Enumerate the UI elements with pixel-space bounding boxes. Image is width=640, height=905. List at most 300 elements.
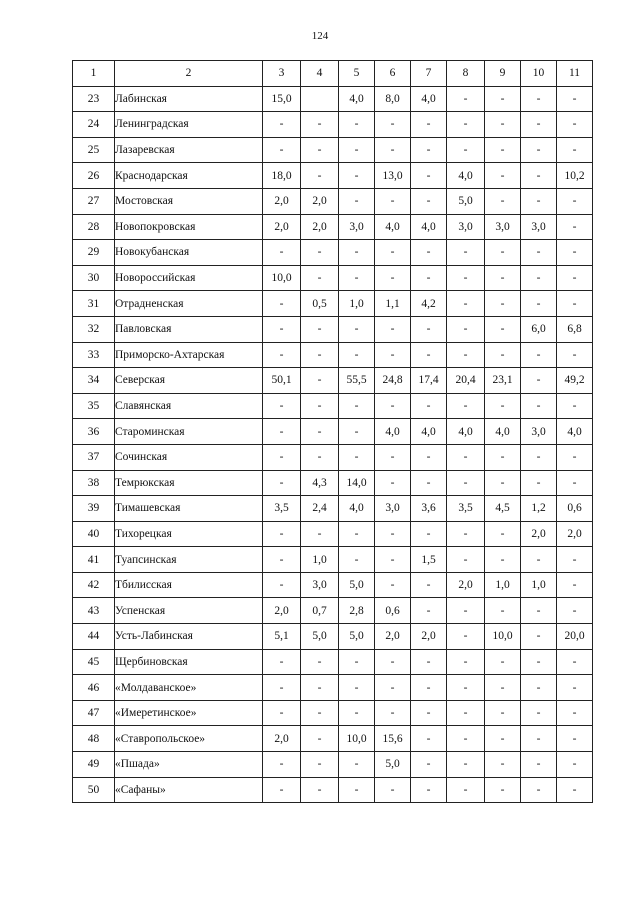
row-number: 26 — [73, 163, 115, 189]
table-cell: - — [375, 393, 411, 419]
row-name: Ленинградская — [115, 112, 263, 138]
table-cell: - — [557, 572, 593, 598]
table-row — [73, 649, 593, 675]
table-cell: - — [557, 726, 593, 752]
row-name: Темрюкская — [115, 470, 263, 496]
table-cell: 3,0 — [521, 214, 557, 240]
table-cell: - — [521, 444, 557, 470]
table-cell: - — [521, 240, 557, 266]
table-cell: - — [411, 752, 447, 778]
row-name: «Пшада» — [115, 752, 263, 778]
table-cell: - — [485, 700, 521, 726]
table-row — [73, 163, 593, 189]
table-cell: - — [521, 265, 557, 291]
table-cell: - — [521, 86, 557, 112]
table-cell: - — [521, 598, 557, 624]
table-cell: 18,0 — [263, 163, 301, 189]
table-cell: 2,0 — [557, 521, 593, 547]
table-cell: - — [447, 547, 485, 573]
table-cell: 2,0 — [263, 214, 301, 240]
table-cell: - — [447, 700, 485, 726]
table-cell: 3,0 — [447, 214, 485, 240]
table-cell: - — [485, 547, 521, 573]
table-cell: - — [339, 752, 375, 778]
table-row — [73, 675, 593, 701]
table-cell: - — [557, 777, 593, 803]
row-number: 37 — [73, 444, 115, 470]
table-row — [73, 470, 593, 496]
table-cell: - — [447, 444, 485, 470]
table-cell: 1,0 — [301, 547, 339, 573]
table-cell: - — [521, 342, 557, 368]
table-cell: - — [447, 752, 485, 778]
row-name: Новопокровская — [115, 214, 263, 240]
table-cell: 20,4 — [447, 368, 485, 394]
table-cell: 2,0 — [411, 624, 447, 650]
table-cell: - — [301, 368, 339, 394]
row-number: 38 — [73, 470, 115, 496]
row-name: Отрадненская — [115, 291, 263, 317]
table-cell: 1,5 — [411, 547, 447, 573]
table-cell: 5,0 — [301, 624, 339, 650]
table-cell: - — [375, 265, 411, 291]
row-name: Славянская — [115, 393, 263, 419]
table-cell: - — [339, 444, 375, 470]
table-cell: - — [557, 649, 593, 675]
table-cell: 5,0 — [447, 188, 485, 214]
table-cell: - — [485, 188, 521, 214]
table-cell: 3,6 — [411, 496, 447, 522]
table-cell: - — [339, 265, 375, 291]
table-cell: - — [263, 240, 301, 266]
table-cell: - — [447, 265, 485, 291]
table-cell: - — [557, 291, 593, 317]
table-cell: - — [521, 291, 557, 317]
table-cell: - — [485, 86, 521, 112]
table-cell: - — [375, 188, 411, 214]
table-cell: 3,5 — [263, 496, 301, 522]
table-cell: - — [557, 86, 593, 112]
table-cell: - — [263, 342, 301, 368]
table-cell: - — [411, 393, 447, 419]
row-number: 28 — [73, 214, 115, 240]
table-cell: 4,0 — [411, 419, 447, 445]
table-cell: - — [411, 521, 447, 547]
table-cell: 1,0 — [521, 572, 557, 598]
table-cell: - — [263, 572, 301, 598]
table-cell: - — [557, 700, 593, 726]
table-cell: - — [557, 393, 593, 419]
table-row — [73, 240, 593, 266]
row-name: Лазаревская — [115, 137, 263, 163]
table-cell: 4,0 — [411, 214, 447, 240]
table-cell: - — [339, 342, 375, 368]
table-cell: 3,0 — [301, 572, 339, 598]
table-cell: - — [521, 163, 557, 189]
table-cell: - — [301, 316, 339, 342]
table-cell: - — [447, 649, 485, 675]
table-cell: 2,0 — [301, 188, 339, 214]
row-number: 40 — [73, 521, 115, 547]
table-cell: - — [447, 342, 485, 368]
table-cell: - — [521, 700, 557, 726]
table-cell: - — [557, 598, 593, 624]
table-cell: - — [447, 521, 485, 547]
table-cell: - — [263, 419, 301, 445]
table-cell: 4,0 — [375, 214, 411, 240]
table-cell: 5,0 — [375, 752, 411, 778]
table-cell: - — [411, 240, 447, 266]
table-cell: 8,0 — [375, 86, 411, 112]
table-cell: 3,0 — [521, 419, 557, 445]
table-cell: - — [375, 137, 411, 163]
table-cell: - — [375, 547, 411, 573]
table-cell: 17,4 — [411, 368, 447, 394]
table-cell: - — [301, 521, 339, 547]
table-cell: - — [485, 777, 521, 803]
table-cell: - — [447, 675, 485, 701]
table-row — [73, 624, 593, 650]
table-cell: 4,0 — [447, 163, 485, 189]
column-header: 3 — [263, 61, 301, 87]
table-row — [73, 291, 593, 317]
table-cell: - — [485, 598, 521, 624]
table-cell: 24,8 — [375, 368, 411, 394]
row-name: Лабинская — [115, 86, 263, 112]
table-cell: - — [521, 368, 557, 394]
row-number: 44 — [73, 624, 115, 650]
table-cell: 10,0 — [263, 265, 301, 291]
table-cell: - — [411, 726, 447, 752]
table-cell: - — [411, 649, 447, 675]
table-cell: - — [375, 777, 411, 803]
row-number: 27 — [73, 188, 115, 214]
table-cell: 4,0 — [339, 496, 375, 522]
table-cell: 15,6 — [375, 726, 411, 752]
table-row — [73, 547, 593, 573]
table-cell: 10,2 — [557, 163, 593, 189]
table-cell: 5,0 — [339, 624, 375, 650]
table-cell: - — [411, 163, 447, 189]
table-cell: 3,0 — [339, 214, 375, 240]
column-header: 10 — [521, 61, 557, 87]
table-cell — [301, 86, 339, 112]
table-cell: - — [557, 188, 593, 214]
table-cell: - — [521, 624, 557, 650]
table-cell: - — [375, 700, 411, 726]
row-number: 36 — [73, 419, 115, 445]
table-cell: - — [447, 86, 485, 112]
column-header: 11 — [557, 61, 593, 87]
table-cell: - — [557, 470, 593, 496]
table-cell: 14,0 — [339, 470, 375, 496]
table-cell: - — [375, 572, 411, 598]
table-row — [73, 316, 593, 342]
table-cell: - — [339, 137, 375, 163]
table-cell: - — [521, 188, 557, 214]
row-name: Тимашевская — [115, 496, 263, 522]
table-row — [73, 521, 593, 547]
table-cell: - — [485, 675, 521, 701]
row-name: Павловская — [115, 316, 263, 342]
row-name: «Молдаванское» — [115, 675, 263, 701]
table-cell: - — [557, 752, 593, 778]
table-cell: - — [557, 240, 593, 266]
table-cell: - — [485, 521, 521, 547]
table-row — [73, 86, 593, 112]
table-cell: - — [263, 521, 301, 547]
table-cell: 1,1 — [375, 291, 411, 317]
table-cell: - — [375, 444, 411, 470]
table-cell: 3,0 — [485, 214, 521, 240]
table-cell: - — [263, 137, 301, 163]
table-cell: - — [301, 419, 339, 445]
table-cell: - — [447, 393, 485, 419]
table-cell: - — [447, 137, 485, 163]
table-cell: - — [521, 649, 557, 675]
table-cell: - — [263, 393, 301, 419]
row-name: «Имеретинское» — [115, 700, 263, 726]
table-cell: - — [521, 112, 557, 138]
table-cell: - — [557, 214, 593, 240]
table-cell: - — [301, 777, 339, 803]
table-cell: - — [485, 112, 521, 138]
column-header: 5 — [339, 61, 375, 87]
table-cell: 3,0 — [375, 496, 411, 522]
table-cell: 49,2 — [557, 368, 593, 394]
table-cell: - — [301, 675, 339, 701]
row-name: Туапсинская — [115, 547, 263, 573]
table-cell: 4,0 — [375, 419, 411, 445]
table-cell: 0,5 — [301, 291, 339, 317]
table-cell: - — [339, 188, 375, 214]
table-cell: - — [485, 316, 521, 342]
table-cell: - — [557, 112, 593, 138]
row-number: 47 — [73, 700, 115, 726]
table-cell: - — [375, 240, 411, 266]
column-header: 8 — [447, 61, 485, 87]
row-name: Новокубанская — [115, 240, 263, 266]
table-cell: 0,6 — [557, 496, 593, 522]
table-row — [73, 342, 593, 368]
row-name: Староминская — [115, 419, 263, 445]
table-cell: - — [411, 470, 447, 496]
table-cell: - — [521, 752, 557, 778]
table-cell: - — [521, 726, 557, 752]
table-cell: - — [411, 342, 447, 368]
table-cell: - — [263, 316, 301, 342]
table-cell: 20,0 — [557, 624, 593, 650]
table-cell: - — [301, 726, 339, 752]
table-cell: - — [263, 547, 301, 573]
table-cell: - — [263, 112, 301, 138]
table-cell: 2,0 — [263, 188, 301, 214]
table-cell: - — [485, 752, 521, 778]
table-cell: 4,3 — [301, 470, 339, 496]
table-row — [73, 368, 593, 394]
row-name: Северская — [115, 368, 263, 394]
table-cell: - — [557, 675, 593, 701]
table-row — [73, 265, 593, 291]
row-name: Мостовская — [115, 188, 263, 214]
row-number: 50 — [73, 777, 115, 803]
table-cell: - — [447, 726, 485, 752]
table-cell: - — [411, 316, 447, 342]
table-cell: - — [411, 265, 447, 291]
table-cell: - — [521, 393, 557, 419]
row-name: Успенская — [115, 598, 263, 624]
table-cell: - — [485, 444, 521, 470]
table-cell: 3,5 — [447, 496, 485, 522]
table-row — [73, 726, 593, 752]
table-cell: 2,8 — [339, 598, 375, 624]
table-cell: - — [447, 112, 485, 138]
table-cell: 1,0 — [339, 291, 375, 317]
table-cell: - — [521, 777, 557, 803]
table-cell: - — [301, 700, 339, 726]
table-cell: - — [339, 393, 375, 419]
table-cell: - — [485, 726, 521, 752]
table-cell: 2,0 — [375, 624, 411, 650]
table-cell: - — [375, 470, 411, 496]
table-cell: - — [375, 342, 411, 368]
table-cell: 10,0 — [485, 624, 521, 650]
table-cell: - — [447, 316, 485, 342]
table-row — [73, 572, 593, 598]
row-name: Краснодарская — [115, 163, 263, 189]
table-cell: - — [375, 316, 411, 342]
table-cell: 5,0 — [339, 572, 375, 598]
table-cell: 4,5 — [485, 496, 521, 522]
table-cell: - — [521, 470, 557, 496]
table-cell: - — [521, 137, 557, 163]
table-cell: 0,6 — [375, 598, 411, 624]
table-cell: 2,0 — [301, 214, 339, 240]
table-row — [73, 188, 593, 214]
table-cell: - — [301, 649, 339, 675]
row-number: 48 — [73, 726, 115, 752]
table-cell: - — [339, 777, 375, 803]
table-cell: - — [263, 649, 301, 675]
table-cell: - — [339, 316, 375, 342]
table-cell: - — [411, 137, 447, 163]
table-cell: - — [485, 649, 521, 675]
table-row — [73, 112, 593, 138]
column-header: 7 — [411, 61, 447, 87]
column-header: 9 — [485, 61, 521, 87]
table-cell: - — [263, 700, 301, 726]
table-cell: 4,0 — [447, 419, 485, 445]
table-cell: - — [301, 752, 339, 778]
row-number: 39 — [73, 496, 115, 522]
table-cell: - — [375, 675, 411, 701]
table-cell: - — [301, 265, 339, 291]
row-name: Усть-Лабинская — [115, 624, 263, 650]
table-cell: 6,8 — [557, 316, 593, 342]
table-cell: - — [485, 240, 521, 266]
row-number: 42 — [73, 572, 115, 598]
row-number: 33 — [73, 342, 115, 368]
table-cell: - — [447, 624, 485, 650]
column-header: 4 — [301, 61, 339, 87]
table-cell: - — [301, 393, 339, 419]
table-header-row — [73, 61, 593, 87]
table-cell: - — [411, 112, 447, 138]
table-cell: 2,0 — [447, 572, 485, 598]
table-cell: - — [485, 342, 521, 368]
column-header: 2 — [115, 61, 263, 87]
table-cell: - — [447, 598, 485, 624]
table-cell: - — [447, 470, 485, 496]
table-cell: - — [411, 777, 447, 803]
table-cell: - — [375, 649, 411, 675]
row-name: «Сафаны» — [115, 777, 263, 803]
table-body — [73, 61, 593, 803]
table-row — [73, 214, 593, 240]
table-cell: - — [263, 752, 301, 778]
table-row — [73, 496, 593, 522]
table-cell: - — [411, 700, 447, 726]
table-cell: - — [339, 163, 375, 189]
table-cell: - — [301, 444, 339, 470]
table-cell: - — [411, 444, 447, 470]
table-cell: - — [411, 188, 447, 214]
table-cell: 2,4 — [301, 496, 339, 522]
data-table — [72, 60, 593, 803]
table-cell: 1,0 — [485, 572, 521, 598]
column-header: 6 — [375, 61, 411, 87]
table-cell: - — [339, 700, 375, 726]
table-cell: - — [485, 291, 521, 317]
table-cell: - — [521, 547, 557, 573]
row-number: 30 — [73, 265, 115, 291]
table-cell: - — [485, 265, 521, 291]
table-cell: - — [485, 393, 521, 419]
table-cell: - — [557, 547, 593, 573]
row-name: Тбилисская — [115, 572, 263, 598]
table-cell: - — [339, 547, 375, 573]
table-cell: - — [263, 675, 301, 701]
table-cell: - — [411, 675, 447, 701]
table-cell: - — [485, 137, 521, 163]
row-number: 41 — [73, 547, 115, 573]
table-row — [73, 777, 593, 803]
table-cell: - — [521, 675, 557, 701]
row-number: 35 — [73, 393, 115, 419]
table-cell: - — [375, 521, 411, 547]
table-cell: - — [263, 777, 301, 803]
table-row — [73, 598, 593, 624]
table-cell: 1,2 — [521, 496, 557, 522]
table-cell: 13,0 — [375, 163, 411, 189]
row-number: 45 — [73, 649, 115, 675]
row-name: Приморско-Ахтарская — [115, 342, 263, 368]
table-cell: - — [301, 163, 339, 189]
table-row — [73, 444, 593, 470]
table-cell: - — [263, 470, 301, 496]
table-cell: - — [301, 137, 339, 163]
table-cell: - — [339, 521, 375, 547]
table-cell: 4,2 — [411, 291, 447, 317]
table-row — [73, 419, 593, 445]
table-cell: - — [339, 419, 375, 445]
table-cell: - — [557, 342, 593, 368]
table-cell: 50,1 — [263, 368, 301, 394]
table-cell: - — [339, 675, 375, 701]
row-number: 31 — [73, 291, 115, 317]
table-row — [73, 393, 593, 419]
table-cell: - — [339, 112, 375, 138]
